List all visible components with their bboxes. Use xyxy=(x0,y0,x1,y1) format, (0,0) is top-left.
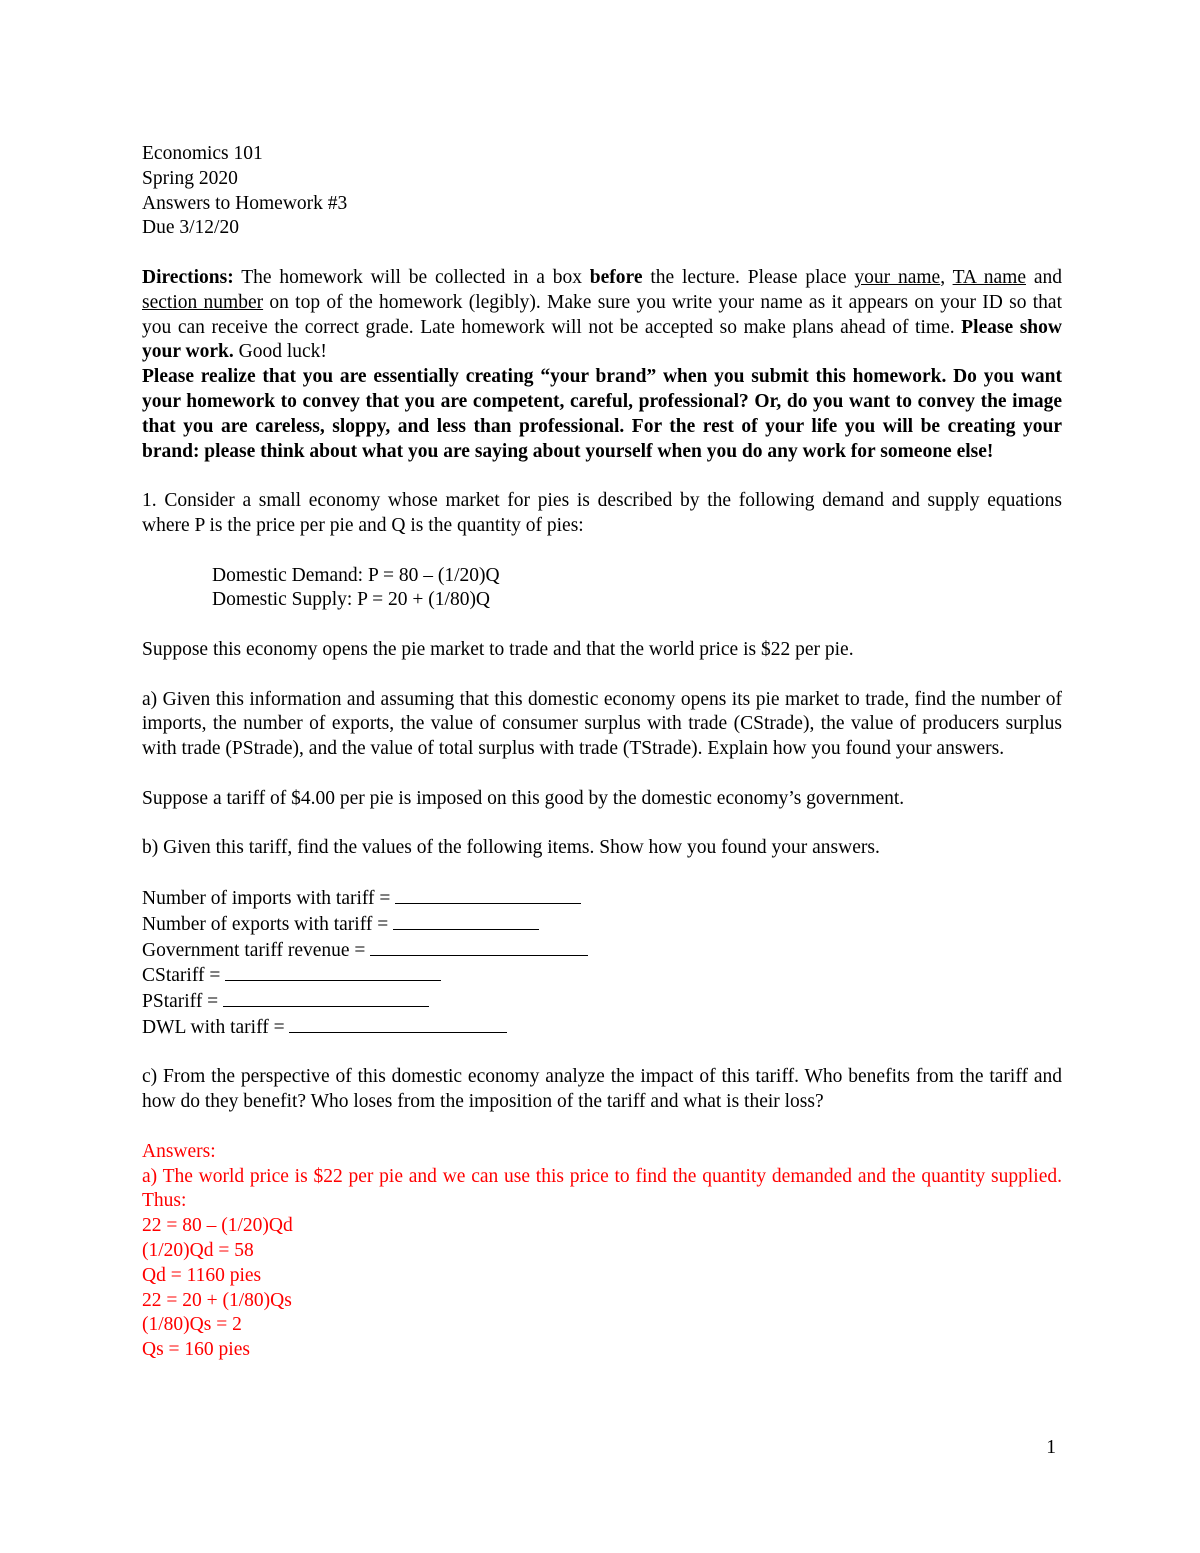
directions-text-6: Good luck! xyxy=(233,341,327,363)
part-c-question: c) From the perspective of this domestic economy analyze the impact of this tariff. Who benefits from the tariff and how do they benefit? Who loses from the imposition of the tariff and what is their loss? xyxy=(142,1066,1062,1113)
answers-section xyxy=(142,1140,1062,1363)
answer-blank xyxy=(370,938,588,956)
answer-step: Qd = 1160 pies xyxy=(142,1264,262,1286)
blank-revenue: Government tariff revenue = xyxy=(142,938,1062,964)
directions-text-2: the lecture. Please place xyxy=(642,266,855,288)
answer-blank xyxy=(225,963,441,981)
part-b-question: b) Given this tariff, find the values of the following items. Show how you found your answers. xyxy=(142,837,880,859)
document-title: Answers to Homework #3 xyxy=(142,192,348,214)
header-block xyxy=(142,142,1062,241)
answer-step: 22 = 20 + (1/80)Qs xyxy=(142,1289,292,1311)
directions-your-name: your name xyxy=(854,266,941,288)
directions-label: Directions: xyxy=(142,266,234,288)
answer-a-intro: a) The world price is $22 per pie and we can use this price to find the quantity demanded and the quantity supplied. Thus: xyxy=(142,1165,1062,1212)
blank-imports: Number of imports with tariff = xyxy=(142,886,1062,912)
answer-blank xyxy=(223,989,429,1007)
blank-pstariff: PStariff = xyxy=(142,989,1062,1015)
directions-text-3: , xyxy=(940,266,953,288)
answer-blank xyxy=(393,912,539,930)
directions-show-work: Please show your work. xyxy=(142,316,1062,363)
answers-heading: Answers: xyxy=(142,1140,216,1162)
demand-equation: Domestic Demand: P = 80 – (1/20)Q xyxy=(212,564,500,586)
due-date: Due 3/12/20 xyxy=(142,217,239,239)
blank-dwl: DWL with tariff = xyxy=(142,1015,1062,1041)
directions-text-4: and xyxy=(1026,266,1062,288)
blank-exports: Number of exports with tariff = xyxy=(142,912,1062,938)
directions-section-number: section number xyxy=(142,291,264,313)
question-1-intro: 1. Consider a small economy whose market for pies is described by the following demand and supply equations where P is the price per pie and Q is the quantity of pies: xyxy=(142,490,1062,536)
document-page xyxy=(142,142,1062,1363)
blank-list xyxy=(142,886,1062,1041)
answer-step: (1/80)Qs = 2 xyxy=(142,1314,242,1336)
brand-note: Please realize that you are essentially creating “your brand” when you submit this homework. Do you want your homework to convey that you are competent, careful, professional? Or, do you want to convey the image that you are careless, sloppy, and less than professional. For the rest of your life you will be creating your brand: please think about what you are saying about yourself when you do any work for someone else! xyxy=(142,366,1062,462)
directions-before: before xyxy=(589,266,643,288)
answer-step: Qs = 160 pies xyxy=(142,1339,250,1361)
course-name: Economics 101 xyxy=(142,143,263,164)
page-number: 1 xyxy=(1046,1437,1056,1458)
directions-paragraph xyxy=(142,266,1062,365)
answer-step: 22 = 80 – (1/20)Qd xyxy=(142,1215,293,1237)
equations xyxy=(142,564,1062,614)
directions-text-1: The homework will be collected in a box xyxy=(233,266,590,288)
answer-blank xyxy=(395,886,581,904)
term: Spring 2020 xyxy=(142,167,238,189)
supply-equation: Domestic Supply: P = 20 + (1/80)Q xyxy=(212,589,491,611)
part-a-question: a) Given this information and assuming that this domestic economy opens its pie market to trade, find the number of imports, the number of exports, the value of consumer surplus with trade (CStrade), the value of producers surplus with trade (PStrade), and the value of total surplus with trade (TStrade). Explain how you found your answers. xyxy=(142,688,1062,760)
directions-text-5: on top of the homework (legibly). Make sure you write your name as it appears on your ID so that you can receive the correct grade. Late homework will not be accepted so make plans ahead of time. xyxy=(142,291,1062,338)
tariff-text: Suppose a tariff of $4.00 per pie is imposed on this good by the domestic economy’s government. xyxy=(142,787,905,809)
blank-cstariff: CStariff = xyxy=(142,963,1062,989)
directions-ta-name: TA name xyxy=(952,266,1026,288)
answer-step: (1/20)Qd = 58 xyxy=(142,1240,254,1262)
world-price-text: Suppose this economy opens the pie market to trade and that the world price is $22 per pie. xyxy=(142,638,854,660)
answer-blank xyxy=(289,1015,507,1033)
